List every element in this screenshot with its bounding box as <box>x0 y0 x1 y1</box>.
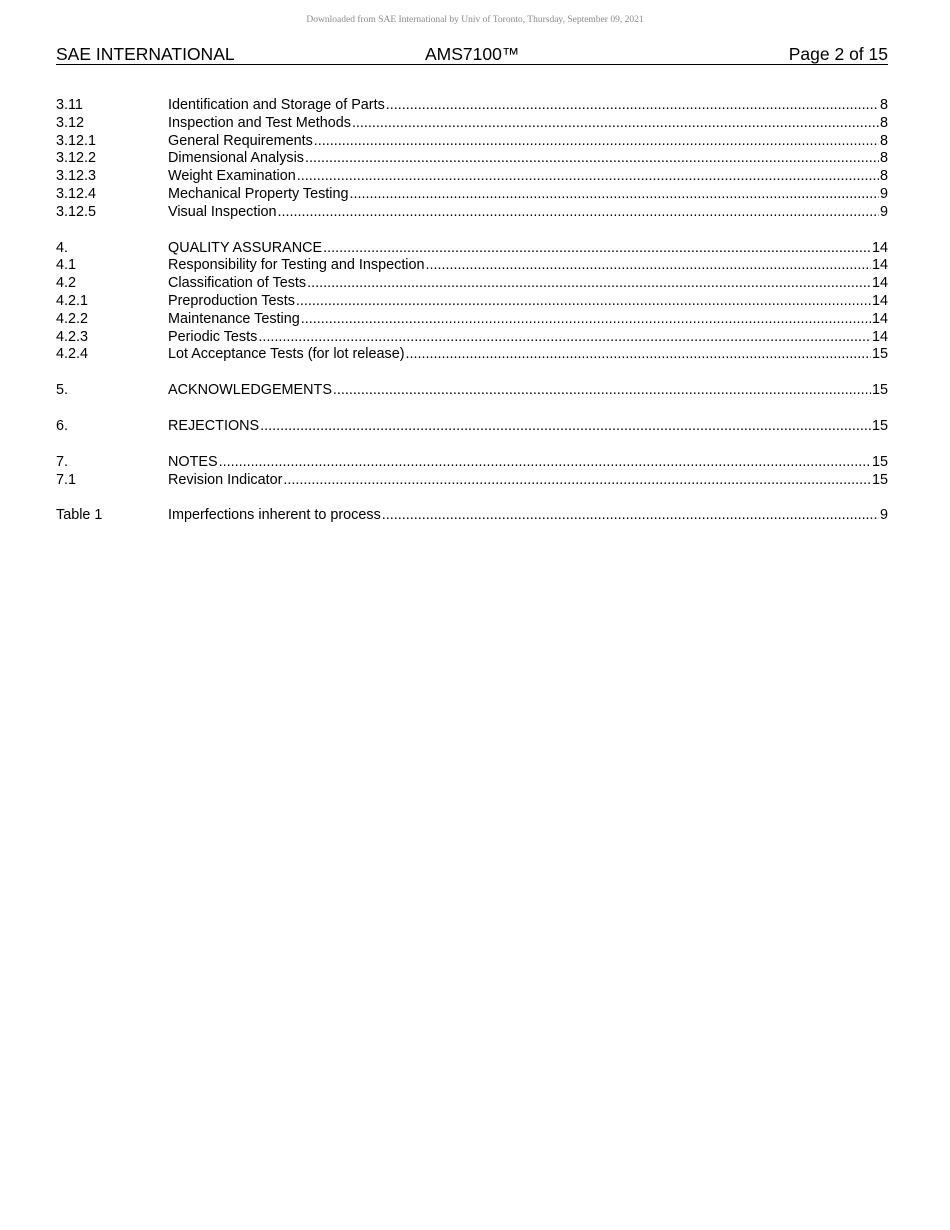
table-of-contents <box>56 97 888 543</box>
toc-entry-page: 14 <box>871 239 888 256</box>
toc-entry-page: 8 <box>879 97 888 113</box>
toc-entry[interactable] <box>56 133 888 151</box>
toc-entry-title: Imperfections inherent to process <box>168 507 381 524</box>
toc-entry-page: 14 <box>871 328 888 345</box>
toc-entry-title: REJECTIONS <box>168 417 260 434</box>
toc-group <box>56 382 888 400</box>
toc-entry-page: 8 <box>879 168 888 185</box>
toc-entry-title: ACKNOWLEDGEMENTS <box>168 382 332 399</box>
toc-entry-number: 4. <box>56 239 69 256</box>
toc-entry[interactable] <box>56 507 888 525</box>
toc-entry[interactable] <box>56 275 888 293</box>
toc-dot-leader <box>386 97 879 115</box>
toc-entry[interactable] <box>56 204 888 222</box>
toc-entry-page: 9 <box>879 507 888 524</box>
toc-entry-page: 14 <box>871 310 888 327</box>
toc-entry-title: Lot Acceptance Tests (for lot release) <box>168 346 405 363</box>
toc-entry-number: 4.2.2 <box>56 310 89 327</box>
toc-entry[interactable] <box>56 150 888 168</box>
toc-entry-number: 4.1 <box>56 257 77 274</box>
toc-entry-page: 15 <box>871 382 888 399</box>
toc-entry-title: Classification of Tests <box>168 275 307 292</box>
toc-entry-page: 8 <box>879 114 888 131</box>
toc-entry-number: 3.12.5 <box>56 203 97 220</box>
toc-entry-page: 8 <box>879 150 888 167</box>
toc-entry[interactable] <box>56 168 888 186</box>
toc-entry-number: 4.2.4 <box>56 346 89 363</box>
toc-entry[interactable] <box>56 311 888 329</box>
toc-entry[interactable] <box>56 454 888 472</box>
toc-entry-title: Revision Indicator <box>168 471 283 488</box>
toc-group <box>56 507 888 525</box>
toc-entry-number: Table 1 <box>56 507 103 524</box>
toc-entry-number: 7.1 <box>56 471 77 488</box>
toc-entry-number: 3.12.1 <box>56 132 97 149</box>
toc-entry-number: 3.12.4 <box>56 185 97 202</box>
toc-entry-title: Preproduction Tests <box>168 292 295 309</box>
toc-entry[interactable] <box>56 346 888 364</box>
toc-entry[interactable] <box>56 382 888 400</box>
toc-dot-leader <box>350 186 879 204</box>
toc-entry-number: 3.11 <box>56 97 83 113</box>
toc-dot-leader <box>283 472 871 490</box>
toc-entry-page: 15 <box>871 417 888 434</box>
toc-entry-number: 4.2 <box>56 275 77 292</box>
toc-entry-page: 14 <box>871 257 888 274</box>
toc-dot-leader <box>382 507 879 525</box>
toc-entry-title: Identification and Storage of Parts <box>168 97 385 113</box>
toc-dot-leader <box>296 293 871 311</box>
toc-entry[interactable] <box>56 186 888 204</box>
toc-entry-page: 15 <box>871 453 888 470</box>
toc-entry[interactable] <box>56 240 888 258</box>
toc-dot-leader <box>219 454 871 472</box>
toc-group <box>56 240 888 365</box>
toc-entry-title: QUALITY ASSURANCE <box>168 239 323 256</box>
toc-entry-page: 8 <box>879 132 888 149</box>
download-watermark: Downloaded from SAE International by Univ of Toronto, Thursday, September 09, 2021 <box>306 15 644 25</box>
toc-entry-title: Dimensional Analysis <box>168 150 304 167</box>
toc-entry-number: 6. <box>56 417 69 434</box>
toc-dot-leader <box>352 115 879 133</box>
toc-dot-leader <box>258 329 871 347</box>
header-page-number: Page 2 of 15 <box>788 44 888 64</box>
page-header <box>56 44 888 65</box>
toc-entry-number: 5. <box>56 382 69 399</box>
toc-entry-title: Visual Inspection <box>168 203 277 220</box>
toc-entry-number: 4.2.3 <box>56 328 89 345</box>
toc-entry[interactable] <box>56 115 888 133</box>
toc-entry-page: 9 <box>879 203 888 220</box>
toc-entry[interactable] <box>56 257 888 275</box>
toc-entry[interactable] <box>56 329 888 347</box>
toc-entry-number: 3.12 <box>56 114 85 131</box>
toc-entry-number: 3.12.3 <box>56 168 97 185</box>
toc-entry-page: 15 <box>871 471 888 488</box>
toc-dot-leader <box>307 275 871 293</box>
toc-dot-leader <box>314 133 879 151</box>
toc-entry-title: Mechanical Property Testing <box>168 185 349 202</box>
toc-entry-page: 14 <box>871 292 888 309</box>
toc-dot-leader <box>260 418 871 436</box>
toc-entry[interactable] <box>56 97 888 115</box>
toc-entry-title: Maintenance Testing <box>168 310 300 327</box>
toc-dot-leader <box>278 204 879 222</box>
toc-entry-title: Inspection and Test Methods <box>168 114 351 131</box>
toc-entry[interactable] <box>56 293 888 311</box>
toc-dot-leader <box>323 240 871 258</box>
header-org: SAE INTERNATIONAL <box>56 44 235 64</box>
toc-entry-number: 7. <box>56 453 69 470</box>
toc-entry-number: 3.12.2 <box>56 150 97 167</box>
toc-dot-leader <box>305 150 879 168</box>
toc-entry-page: 15 <box>871 346 888 363</box>
toc-dot-leader <box>426 257 871 275</box>
toc-entry-page: 14 <box>871 275 888 292</box>
header-doc-number: AMS7100™ <box>425 44 520 64</box>
toc-entry-number: 4.2.1 <box>56 292 89 309</box>
toc-entry-title: Periodic Tests <box>168 328 258 345</box>
toc-entry[interactable] <box>56 472 888 490</box>
toc-entry-title: Weight Examination <box>168 168 296 185</box>
toc-dot-leader <box>333 382 871 400</box>
toc-group <box>56 454 888 490</box>
toc-group <box>56 418 888 436</box>
toc-entry-page: 9 <box>879 185 888 202</box>
toc-dot-leader <box>297 168 879 186</box>
toc-group <box>56 97 888 222</box>
toc-dot-leader <box>301 311 871 329</box>
toc-entry-title: Responsibility for Testing and Inspection <box>168 257 425 274</box>
toc-entry-title: NOTES <box>168 453 218 470</box>
toc-entry[interactable] <box>56 418 888 436</box>
toc-entry-title: General Requirements <box>168 132 313 149</box>
toc-dot-leader <box>406 346 871 364</box>
